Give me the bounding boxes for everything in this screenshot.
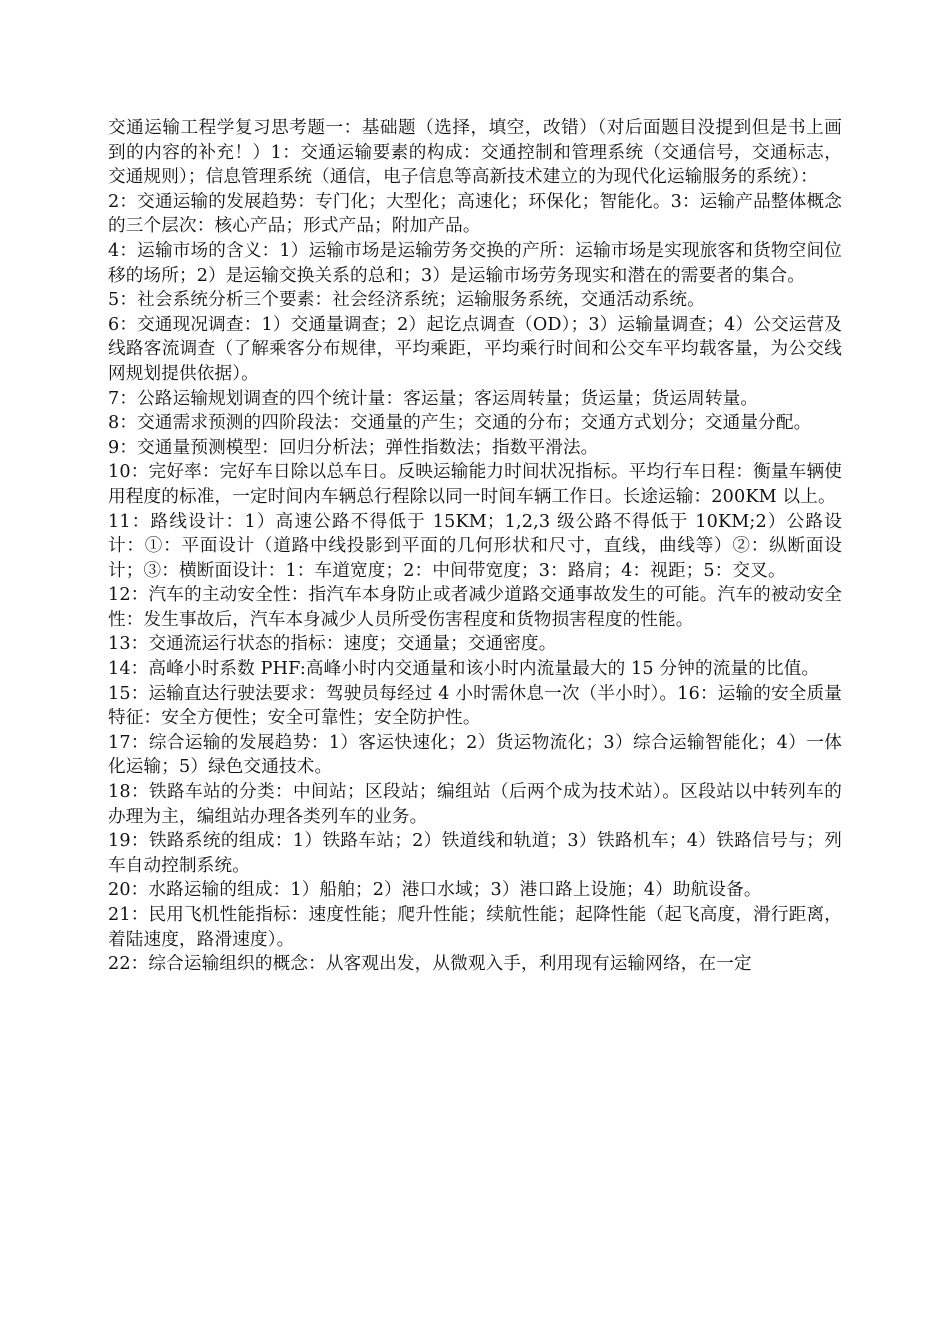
- paragraph-7: 7：公路运输规划调查的四个统计量：客运量；客运周转量；货运量；货运周转量。: [108, 388, 759, 409]
- paragraph-21: 21：民用飞机性能指标：速度性能；爬升性能；续航性能；起降性能（起飞高度，滑行距离，着陆速度，路滑速度）。: [108, 905, 842, 950]
- paragraph-17: 17：综合运输的发展趋势：1）客运快速化；2）货运物流化；3）综合运输智能化；4）一体化运输；5）绿色交通技术。: [108, 732, 842, 778]
- paragraph-15: 15：运输直达行驶法要求：驾驶员每经过 4 小时需休息一次（半小时）。16：运输的安全质量特征：安全方便性；安全可靠性；安全防护性。: [108, 683, 842, 729]
- paragraph-18: 18：铁路车站的分类：中间站；区段站；编组站（后两个成为技术站）。区段站以中转列车的办理为主，编组站办理各类列车的业务。: [108, 782, 842, 827]
- paragraph-11: 11：路线设计：1）高速公路不得低于 15KM；1,2,3 级公路不得低于 10KM;2）公路设计：①：平面设计（道路中线投影到平面的几何形状和尺寸，直线，曲线等）②：纵断面设计；③：横断面设计：1：车道宽度；2：中间带宽度；3：路肩；4：视距；5：交叉。: [108, 511, 842, 581]
- paragraph-22: 22：综合运输组织的概念：从客观出发，从微观入手，利用现有运输网络，在一定: [108, 954, 752, 975]
- paragraph-9: 9：交通量预测模型：回归分析法；弹性指数法；指数平滑法。: [108, 437, 599, 458]
- paragraph-10: 10：完好率：完好车日除以总车日。反映运输能力时间状况指标。平均行车日程：衡量车辆使用程度的标准，一定时间内车辆总行程除以同一时间车辆工作日。长途运输：200KM 以上。: [108, 462, 842, 507]
- paragraph-13: 13：交通流运行状态的指标：速度；交通量；交通密度。: [108, 634, 557, 655]
- document-body: [108, 116, 842, 977]
- paragraph-4: 4：运输市场的含义：1）运输市场是运输劳务交换的产所：运输市场是实现旅客和货物空间位移的场所；2）是运输交换关系的总和；3）是运输市场劳务现实和潜在的需要者的集合。: [108, 240, 842, 286]
- paragraph-14: 14：高峰小时系数 PHF:高峰小时内交通量和该小时内流量最大的 15 分钟的流量的比值。: [108, 659, 820, 680]
- paragraph-8: 8：交通需求预测的四阶段法：交通量的产生；交通的分布；交通方式划分；交通量分配。: [108, 413, 812, 434]
- paragraph-5: 5：社会系统分析三个要素：社会经济系统；运输服务系统，交通活动系统。: [108, 290, 705, 311]
- paragraph-20: 20：水路运输的组成：1）船舶；2）港口水域；3）港口路上设施；4）助航设备。: [108, 880, 762, 901]
- paragraph-19: 19：铁路系统的组成：1）铁路车站；2）铁道线和轨道；3）铁路机车；4）铁路信号与；列车自动控制系统。: [108, 831, 842, 876]
- paragraph-2: 2：交通运输的发展趋势：专门化；大型化；高速化；环保化；智能化。3：运输产品整体概念的三个层次：核心产品；形式产品；附加产品。: [108, 191, 842, 237]
- paragraph-12: 12：汽车的主动安全性：指汽车本身防止或者减少道路交通事故发生的可能。汽车的被动安全性：发生事故后，汽车本身减少人员所受伤害程度和货物损害程度的性能。: [108, 585, 842, 630]
- paragraph-6: 6：交通现况调查：1）交通量调查；2）起讫点调查（OD）；3）运输量调查；4）公交运营及线路客流调查（了解乘客分布规律，平均乘距，平均乘行时间和公交车平均载客量，为公交线网规划提供依据）。: [108, 314, 842, 384]
- paragraph-intro: 交通运输工程学复习思考题一：基础题（选择，填空，改错）（对后面题目没提到但是书上画到的内容的补充！）1：交通运输要素的构成：交通控制和管理系统（交通信号，交通标志，交通规则）；信息管理系统（通信，电子信息等高新技术建立的为现代化运输服务的系统）：: [108, 118, 842, 188]
